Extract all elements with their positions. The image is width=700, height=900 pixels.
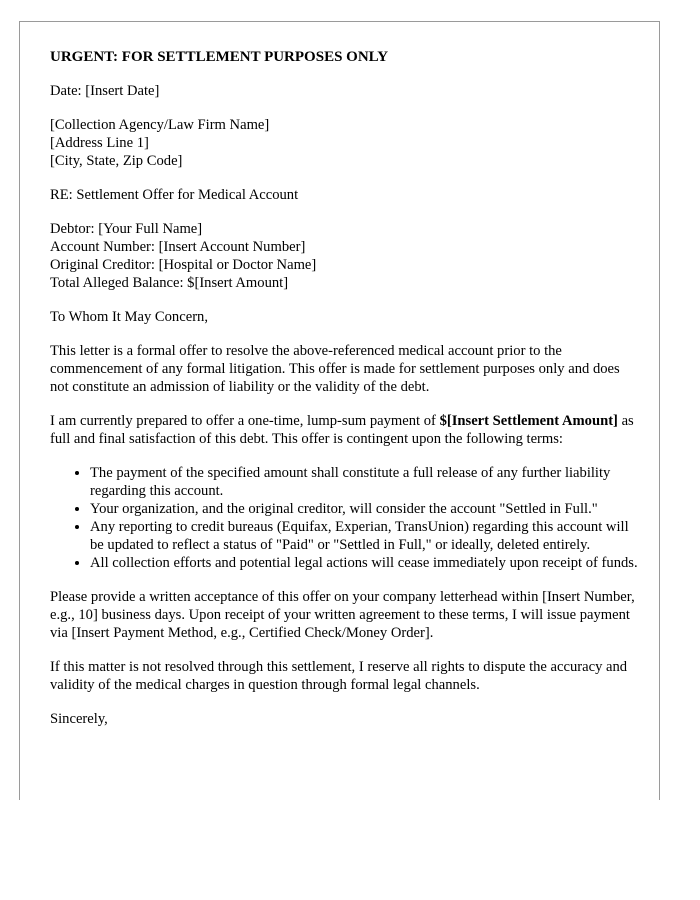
account-number-line: Account Number: [Insert Account Number]	[50, 239, 306, 255]
paragraph-acceptance: Please provide a written acceptance of this offer on your company letterhead within [Insert Number, e.g., 10] business days. Upon receipt of your written agreement to these terms, I will issue payment via [Insert Payment Method, e.g., Certified Check/Money Order].	[50, 589, 635, 641]
total-balance-line: Total Alleged Balance: $[Insert Amount]	[50, 275, 289, 291]
debtor-line: Debtor: [Your Full Name]	[50, 221, 203, 237]
offer-text-start: I am currently prepared to offer a one-time, lump-sum payment of	[50, 413, 440, 429]
re-line: RE: Settlement Offer for Medical Account	[50, 187, 299, 203]
original-creditor-line: Original Creditor: [Hospital or Doctor Name]	[50, 257, 317, 273]
paragraph-intro: This letter is a formal offer to resolve the above-referenced medical account prior to the commencement of any formal litigation. This offer is made for settlement purposes only and does not constitute an admission of liability or the validity of the debt.	[50, 343, 620, 395]
date-line: Date: [Insert Date]	[50, 83, 160, 99]
account-details	[50, 220, 640, 292]
offer-text-end: as full and final satisfaction of this debt. This offer is contingent upon the following terms:	[50, 413, 634, 447]
salutation: To Whom It May Concern,	[50, 309, 208, 325]
terms-list	[50, 464, 640, 572]
term-item: • Any reporting to credit bureaus (Equifax, Experian, TransUnion) regarding this account will be updated to reflect a status of "Paid" or "Settled in Full," or ideally, deleted entirely.	[90, 518, 640, 554]
recipient-name: [Collection Agency/Law Firm Name]	[50, 117, 270, 133]
settlement-amount: $[Insert Settlement Amount]	[439, 413, 618, 429]
paragraph-reservation: If this matter is not resolved through this settlement, I reserve all rights to dispute the accuracy and validity of the medical charges in question through formal legal channels.	[50, 659, 628, 693]
term-item: • The payment of the specified amount shall constitute a full release of any further liability regarding this account.	[90, 464, 640, 500]
term-item: • Your organization, and the original creditor, will consider the account "Settled in Full."	[90, 500, 640, 518]
recipient-address	[50, 116, 640, 170]
term-item: • All collection efforts and potential legal actions will cease immediately upon receipt of funds.	[90, 554, 640, 572]
closing: Sincerely,	[50, 711, 108, 727]
letter-heading: URGENT: FOR SETTLEMENT PURPOSES ONLY	[50, 49, 389, 65]
recipient-address-line: [Address Line 1]	[50, 135, 149, 151]
recipient-city-state-zip: [City, State, Zip Code]	[50, 153, 183, 169]
letter-page	[19, 21, 660, 800]
letter-content	[50, 48, 640, 744]
paragraph-offer	[50, 412, 640, 448]
